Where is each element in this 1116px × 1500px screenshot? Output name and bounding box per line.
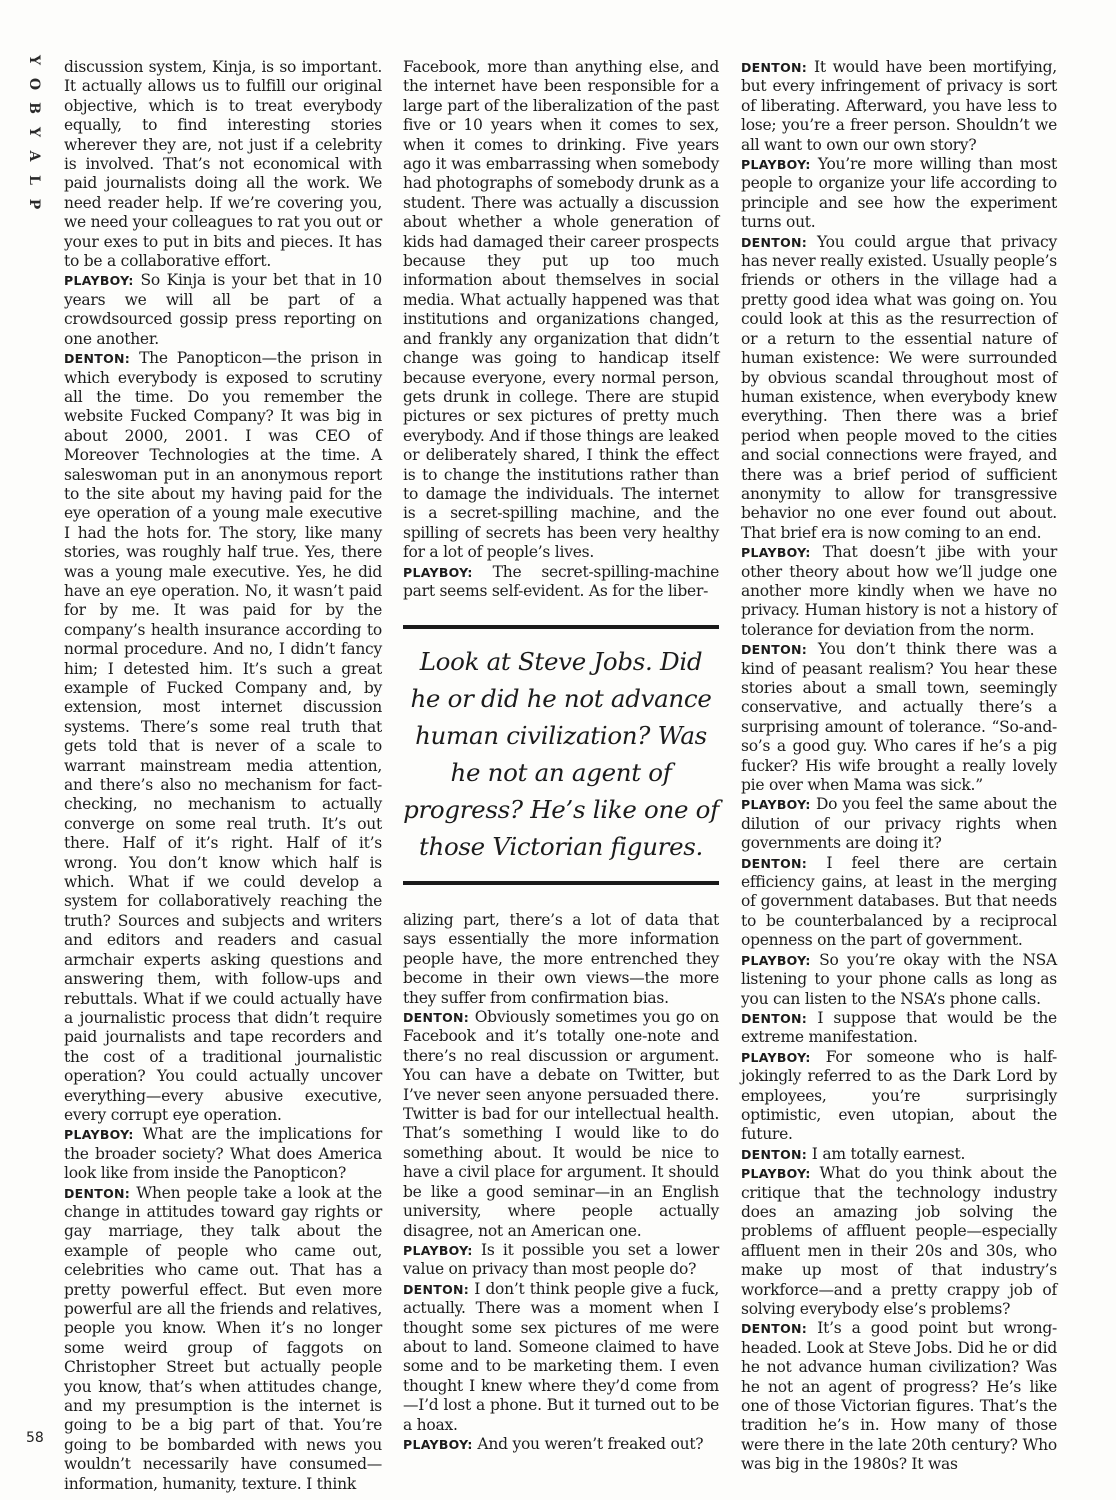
paragraph-text: It would have been mortifying, but every infringement of privacy is sort of liberating. Afterward, you have less to lose; you’re a freer person. Shouldn’t we all want to own our own story? [741,58,1057,154]
speaker-label: PLAYBOY: [741,952,811,968]
interview-paragraph [741,1145,1057,1164]
speaker-label: PLAYBOY: [741,797,811,813]
paragraph-text: So you’re okay with the NSA listening to your phone calls as long as you can listen to the NSA’s phone calls. [741,950,1057,1008]
masthead-logo [22,48,46,216]
speaker-label: PLAYBOY: [403,1436,473,1452]
page-number: 58 [26,1430,44,1446]
paragraph-text: Facebook, more than anything else, and the internet have been responsible for a large part of the liberalization of the past five or 10 years when it comes to sex, when it comes to drinking. Five years ago it was embarrassing when somebody had photographs of somebody drunk as a student. There was actually a discussion about whether a whole generation of kids had damaged their career prospects because they put up too much information about themselves in social media. What actually happened was that institutions and organizations changed, and frankly any organization that didn’t change was going to handicap itself because everyone, every normal person, gets drunk in college. There are stupid pictures or sex pictures of pretty much everybody. And if those things are leaked or deliberately shared, I think the effect is to change the institutions rather than to damage the individuals. The internet is a secret-spilling machine, and the spilling of secrets has been very healthy for a lot of people’s lives. [403,58,719,562]
speaker-label: DENTON: [741,234,808,250]
paragraph-text: So Kinja is your bet that in 10 years we will all be part of a crowdsourced gossip press reporting on one another. [64,271,382,348]
speaker-label: DENTON: [403,1010,470,1026]
speaker-label: PLAYBOY: [64,1127,134,1143]
paragraph-text: What are the implications for the broader society? What does America look like from inside the Panopticon? [64,1125,382,1183]
speaker-label: DENTON: [64,1185,131,1201]
interview-paragraph [741,1009,1057,1048]
paragraph-text: For someone who is half-jokingly referred to as the Dark Lord by employees, you’re surprisingly optimistic, even utopian, about the future. [741,1047,1057,1144]
interview-paragraph [403,911,719,1008]
paragraph-text: Do you feel the same about the dilution of our privacy rights when governments are doing it? [741,795,1057,853]
masthead-letter: Y [26,127,42,137]
interview-paragraph [741,155,1057,233]
paragraph-text: You could argue that privacy has never really existed. Usually people’s friends or others in the village had a pretty good idea what was going on. You could look at this as the resurrection of or a return to the essential nature of human existence: We were surrounded by obvious scandal throughout most of human existence, when everybody knew everything. Then there was a brief period when people moved to the cities and social connections were frayed, and there was a brief period of sufficient anonymity to allow for transgressive behavior no one ever found out about. That brief era is now coming to an end. [741,232,1057,542]
paragraph-text: That doesn’t jibe with your other theory about how we’ll judge one another more kindly when we have no privacy. Human history is not a history of tolerance for deviation from the norm. [741,543,1057,639]
interview-paragraph [403,58,719,563]
masthead-letter: O [26,77,42,91]
paragraph-text: And you weren’t freaked out? [477,1434,704,1453]
masthead-letter: L [26,175,42,185]
speaker-label: PLAYBOY: [741,157,811,173]
interview-paragraph [741,1164,1057,1319]
speaker-label: DENTON: [741,855,808,871]
pull-quote-text: Look at Steve Jobs. Did he or did he not advance human civilization? Was he not an agent of progress? He’s like one of those Victorian figures. [403,647,719,861]
speaker-label: DENTON: [741,1146,808,1162]
column-3 [741,58,1057,1475]
paragraph-text: You don’t think there was a kind of peasant realism? You hear these stories about a small town, seemingly conservative, and actually there’s a surprising amount of tolerance. “So-and-so’s a good guy. Who cares if he’s a pig fucker? His wife brought a really lovely pie over when Mama was sick.” [741,640,1057,795]
interview-paragraph [64,349,382,1125]
interview-paragraph [741,854,1057,951]
paragraph-text: Is it possible you set a lower value on privacy than most people do? [403,1240,719,1279]
interview-paragraph [64,271,382,349]
speaker-label: PLAYBOY: [403,1242,473,1258]
masthead-letter: P [26,198,42,210]
paragraph-text: The secret-spilling-machine part seems self-evident. As for the liber- [403,562,719,600]
interview-paragraph [403,1280,719,1435]
paragraph-text: I don’t think people give a fuck, actually. There was a moment when I thought some sex pictures of me were about to land. Someone claimed to have some and to be marketing them. I even thought I knew where they’d come from—I’d lost a phone. But it turned out to be a hoax. [403,1279,719,1434]
paragraph-text: discussion system, Kinja, is so important. It actually allows us to fulfill our original objective, which is to treat everybody equally, to find interesting stories wherever they are, not just if a celebrity is involved. That’s not economical with paid journalists doing all the work. We need reader help. If we’re covering you, we need your colleagues to rat you out or your exes to put in bits and pieces. It has to be a collaborative effort. [64,58,382,271]
masthead-letter: B [26,102,42,114]
interview-paragraph [64,1125,382,1183]
interview-paragraph [741,795,1057,853]
paragraph-text: It’s a good point but wrong-headed. Look at Steve Jobs. Did he or did he not advance human civilization? Was he not an agent of progress? He’s like one of those Victorian figures. That’s the tradition he’s in. How many of those were there in the late 20th century? Who was big in the 1980s? It was [741,1319,1057,1474]
interview-paragraph [741,233,1057,544]
interview-paragraph [64,58,382,271]
speaker-label: DENTON: [741,1010,808,1026]
speaker-label: DENTON: [403,1281,470,1297]
speaker-label: PLAYBOY: [741,1166,811,1182]
interview-paragraph [741,1048,1057,1145]
interview-paragraph [741,1319,1057,1474]
masthead-letter: A [26,150,42,162]
speaker-label: DENTON: [741,1321,808,1337]
paragraph-text: I feel there are certain efficiency gains, at least in the merging of government databases. But that needs to be counterbalanced by a reciprocal openness on the part of government. [741,853,1057,950]
speaker-label: PLAYBOY: [741,1049,811,1065]
interview-paragraph [403,1241,719,1280]
column-2-bottom [403,911,719,1454]
interview-paragraph [741,543,1057,640]
speaker-label: DENTON: [64,351,131,367]
interview-paragraph [741,640,1057,795]
paragraph-text: I suppose that would be the extreme manifestation. [741,1008,1057,1047]
interview-paragraph [741,951,1057,1009]
speaker-label: DENTON: [741,60,808,75]
paragraph-text: I am totally earnest. [811,1144,966,1163]
speaker-label: PLAYBOY: [64,273,134,289]
interview-paragraph [403,1435,719,1454]
paragraph-text: You’re more willing than most people to organize your life according to principle and see how the experiment turns out. [741,155,1057,232]
speaker-label: PLAYBOY: [403,564,473,580]
speaker-label: PLAYBOY: [741,545,811,561]
interview-paragraph [403,563,719,602]
column-2-top [403,58,719,601]
paragraph-text: Obviously sometimes you go on Facebook and it’s totally one-note and there’s no real discussion or argument. You can have a debate on Twitter, but I’ve never seen anyone persuaded there. Twitter is bad for our intellectual health. That’s something I would like to do something about. It would be nice to have a civil place for argument. It should be like a good seminar—in an English university, where people actually disagree, not an American one. [403,1008,719,1240]
interview-paragraph [64,1184,382,1495]
interview-paragraph [403,1008,719,1241]
paragraph-text: When people take a look at the change in attitudes toward gay rights or gay marriage, they talk about the example of people who came out, celebrities who came out. That has a pretty powerful effect. But even more powerful are all the friends and relatives, people you know. When it’s no longer some weird group of faggots on Christopher Street but actually people you know, that’s when attitudes change, and my presumption is the internet is going to be a big part of that. You’re going to be bombarded with news you wouldn’t necessarily have consumed—information, humanity, texture. I think [64,1183,382,1493]
interview-paragraph [741,58,1057,155]
pull-quote [403,625,719,885]
masthead-letter: Y [26,55,42,65]
speaker-label: DENTON: [741,642,808,658]
paragraph-text: alizing part, there’s a lot of data that says essentially the more information people have, the more entrenched they become in their own views—the more they suffer from confirmation bias. [403,911,719,1007]
paragraph-text: The Panopticon—the prison in which everybody is exposed to scrutiny all the time. Do you remember the website Fucked Company? It was big in about 2000, 2001. I was CEO of Moreover Technologies at the time. A saleswoman put in an anonymous report to the site about my having paid for the eye operation of a young male executive I had the hots for. The story, like many stories, was roughly half true. Yes, there was a young male executive. Yes, he did have an eye operation. No, it wasn’t paid for by me. It was paid for by the company’s health insurance according to normal procedure. And no, I didn’t fancy him; I detested him. It’s such a great example of Fucked Company and, by extension, most internet discussion systems. There’s some real truth that gets told that is never of a scale to warrant mainstream media attention, and there’s also no mechanism for fact-checking, no mechanism to actually converge on some real truth. It’s out there. Half of it’s right. Half of it’s wrong. You don’t know which half is which. What if we could develop a system for collaboratively reaching the truth? Sources and subjects and writers and editors and readers and casual armchair experts asking questions and answering them, with follow-ups and rebuttals. What if we could actually have a journalistic process that didn’t require paid journalists and tape recorders and the cost of a traditional journalistic operation? You could actually uncover everything—every abusive executive, every corrupt eye operation. [64,349,382,1124]
column-1 [64,58,382,1494]
paragraph-text: What do you think about the critique that the technology industry does an amazing job solving the problems of affluent people—especially affluent men in their 20s and 30s, who make up most of that industry’s workforce—and a pretty crappy job of solving everybody else’s problems? [741,1164,1057,1318]
